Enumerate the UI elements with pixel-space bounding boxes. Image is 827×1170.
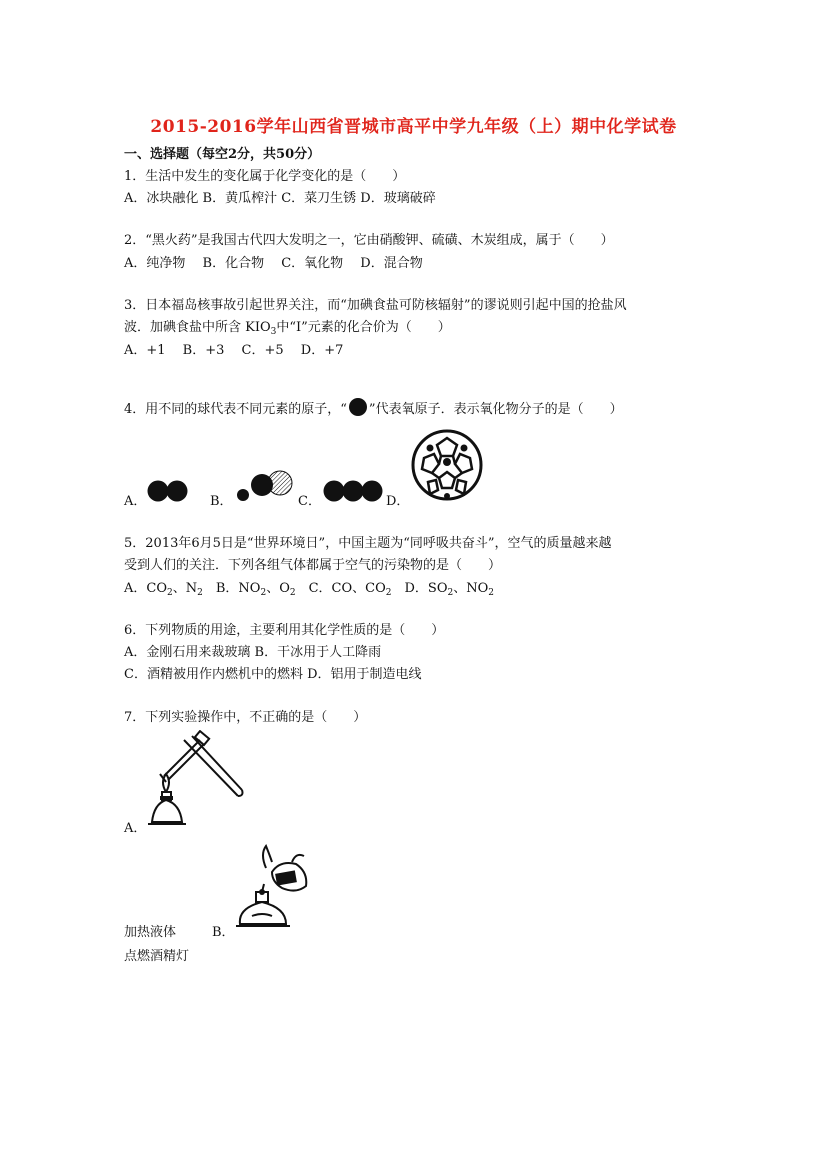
question-2-stem: 2．“黑火药”是我国古代四大发明之一，它由硝酸钾、硫磺、木炭组成，属于（ ） (124, 233, 614, 248)
fullerene-icon (410, 428, 484, 502)
question-3-options: A．+1 B．+3 C．+5 D．+7 (124, 343, 344, 358)
option-d-label: D． (386, 494, 410, 509)
subscript: 2 (197, 588, 203, 598)
question-4-stem (124, 398, 623, 419)
question-6-stem: 6．下列物质的用途，主要利用其化学性质的是（ ） (124, 623, 445, 638)
question-4-text: 4．用不同的球代表不同元素的原子，“ (124, 402, 347, 417)
question-5-stem-line2: 受到人们的关注．下列各组气体都属于空气的污染物的是（ ） (124, 558, 502, 573)
molecule-c-icon (322, 478, 386, 504)
heating-liquid-illustration (144, 730, 244, 832)
option-a-caption: 加热液体 (124, 925, 177, 940)
option-b-label: B． (212, 925, 235, 940)
option-a-label: A． (124, 494, 147, 509)
option-a-label: A． (124, 821, 147, 836)
subscript: 2 (289, 588, 296, 598)
option-text: D．SO (391, 581, 448, 596)
question-2-options: A．纯净物 B．化合物 C．氧化物 D．混合物 (124, 256, 423, 271)
section-heading: 一、选择题（每空2分，共50分） (124, 147, 321, 162)
exam-title: 2015-2016学年山西省晋城市高平中学九年级（上）期中化学试卷 (150, 117, 677, 137)
question-6-options-line1: A．金刚石用来裁玻璃 B．干冰用于人工降雨 (124, 645, 382, 660)
option-text: 、NO (453, 581, 489, 596)
option-text: A．CO (124, 581, 167, 596)
subscript: 2 (260, 588, 267, 598)
lighting-alcohol-lamp-illustration (232, 842, 328, 938)
option-text: B．NO (202, 581, 261, 596)
question-6-options-line2: C．酒精被用作内燃机中的燃料 D．铝用于制造电线 (124, 667, 422, 682)
option-text: C．CO、CO (295, 581, 386, 596)
question-3-text: 中“I”元素的化合价为（ ） (276, 320, 451, 335)
option-b-label: B． (210, 494, 233, 509)
molecule-b-icon (234, 468, 296, 502)
option-b-caption: 点燃酒精灯 (124, 949, 190, 964)
option-text: 、N (172, 581, 198, 596)
subscript: 2 (385, 588, 392, 598)
oxygen-atom-icon (347, 398, 369, 416)
question-5-stem-line1: 5．2013年6月5日是“世界环境日”，中国主题为“同呼吸共奋斗”，空气的质量越来越 (124, 536, 612, 551)
subscript: 3 (270, 327, 277, 337)
option-c-label: C． (298, 494, 321, 509)
question-3-stem-line2 (124, 319, 451, 338)
question-5-options (124, 580, 494, 599)
question-3-stem-line1: 3．日本福岛核事故引起世界关注，而“加碘食盐可防核辐射”的谬说则引起中国的抢盐风 (124, 298, 627, 313)
question-7-stem: 7．下列实验操作中，不正确的是（ ） (124, 710, 367, 725)
molecule-a-icon (146, 478, 190, 504)
question-4-text: ”代表氧原子．表示氧化物分子的是（ ） (368, 402, 623, 417)
question-1-stem: 1．生活中发生的变化属于化学变化的是（ ） (124, 169, 406, 184)
subscript: 2 (447, 588, 454, 598)
subscript: 2 (167, 588, 173, 598)
option-text: 、O (266, 581, 290, 596)
question-3-text: 波．加碘食盐中所含 KIO (124, 320, 271, 335)
subscript: 2 (488, 588, 494, 598)
question-1-options: A．冰块融化 B．黄瓜榨汁 C．菜刀生锈 D．玻璃破碎 (124, 191, 436, 206)
